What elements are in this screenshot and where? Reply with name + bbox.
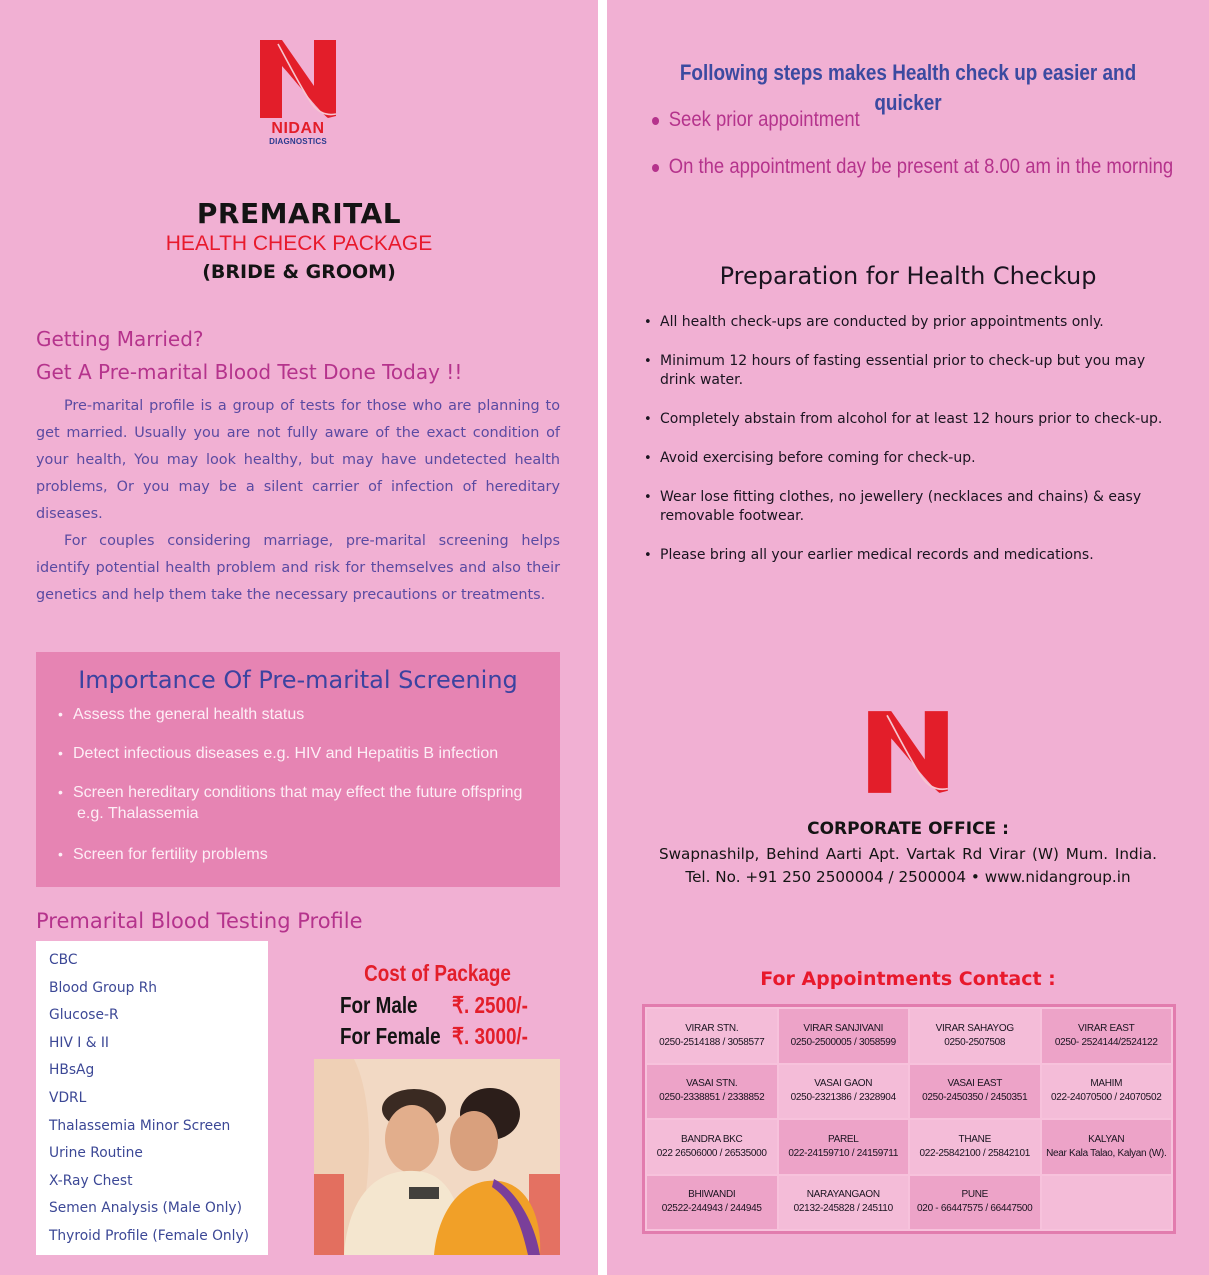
test-item: Glucose-R	[49, 1007, 119, 1024]
importance-item	[58, 704, 548, 725]
branch-cell	[1042, 1065, 1172, 1119]
nidan-logo	[256, 38, 340, 147]
branch-cell	[910, 1120, 1040, 1174]
importance-item-text: Assess the general health status	[73, 706, 305, 723]
left-panel	[0, 0, 598, 1275]
profile-title: Premarital Blood Testing Profile	[36, 909, 363, 933]
importance-item-text: Screen for fertility problems	[73, 846, 268, 863]
cost-label: For Male	[340, 992, 418, 1018]
nidan-logo-bottom	[865, 709, 951, 799]
test-item: VDRL	[49, 1089, 87, 1106]
branch-name: NARAYANGAON	[806, 1189, 880, 1201]
branch-cell	[910, 1176, 1040, 1230]
brand-name: NIDAN	[271, 120, 325, 137]
branch-name: BANDRA BKC	[681, 1133, 743, 1145]
branch-cell	[779, 1120, 909, 1174]
branch-cell	[910, 1065, 1040, 1119]
nidan-n-logo-icon	[258, 38, 338, 120]
couple-photo	[314, 1059, 560, 1255]
branch-cell	[779, 1009, 909, 1063]
branch-phone: 022-25842100 / 25842101	[919, 1147, 1030, 1159]
steps-title: Following steps makes Health check up easier and quicker	[679, 60, 1137, 115]
test-item: Thalassemia Minor Screen	[49, 1117, 231, 1134]
branch-phone: 022 26506000 / 26535000	[656, 1147, 767, 1159]
branch-name: VIRAR SAHAYOG	[935, 1022, 1014, 1034]
branch-cell	[647, 1176, 777, 1230]
branch-phone: 020 - 66447575 / 66447500	[917, 1203, 1033, 1215]
branch-phone: 022-24070500 / 24070502	[1051, 1092, 1162, 1104]
test-item: X-Ray Chest	[49, 1172, 133, 1189]
branch-phone: 0250-2450350 / 2450351	[922, 1092, 1028, 1104]
cost-block	[320, 956, 555, 1052]
nidan-n-logo-icon	[865, 709, 951, 795]
cost-label: For Female	[340, 1023, 441, 1049]
couple-photo-illustration	[314, 1059, 560, 1255]
branch-cell	[1042, 1009, 1172, 1063]
test-item: Urine Routine	[49, 1145, 143, 1162]
branch-name: VIRAR STN.	[685, 1022, 739, 1034]
right-panel	[607, 0, 1209, 1275]
importance-item-text: Detect infectious diseases e.g. HIV and Hepatitis B infection	[73, 745, 499, 762]
appointments-title: For Appointments Contact :	[760, 968, 1056, 990]
brand-subtitle: DIAGNOSTICS	[269, 137, 327, 146]
branch-phone: 0250-2321386 / 2328904	[790, 1092, 896, 1104]
importance-item	[58, 743, 548, 764]
cost-row-female	[320, 1021, 555, 1052]
branch-name: VASAI GAON	[814, 1078, 873, 1090]
intro-paragraph: For couples considering marriage, pre-marital screening helps identify potential health problem and risk for themselves and also their genetics and help them take the necessary precautions or treatments.	[36, 533, 560, 603]
preparation-item: • Completely abstain from alcohol for at least 12 hours prior to check-up.	[644, 410, 1184, 429]
branch-cell-empty	[1042, 1176, 1172, 1230]
branch-cell	[647, 1120, 777, 1174]
branch-cell	[779, 1065, 909, 1119]
branch-name: THANE	[958, 1133, 991, 1145]
importance-box	[36, 652, 560, 887]
steps-list	[652, 105, 1209, 199]
branch-cell	[779, 1176, 909, 1230]
test-item: HBsAg	[49, 1062, 95, 1079]
branch-phone: 0250-2507508	[944, 1036, 1006, 1048]
branch-name: VIRAR SANJIVANI	[803, 1022, 884, 1034]
cost-row-male	[320, 990, 555, 1021]
cost-value: ₹. 2500/-	[452, 992, 528, 1018]
branch-cell	[1042, 1120, 1172, 1174]
branch-phone: 0250-2338851 / 2338852	[659, 1092, 765, 1104]
branch-phone: Near Kala Talao, Kalyan (W).	[1046, 1147, 1167, 1159]
step-item: Seek prior appointment	[652, 105, 1173, 135]
branch-name: MAHIM	[1090, 1078, 1123, 1090]
step-item: On the appointment day be present at 8.00 am in the morning	[652, 152, 1173, 182]
branch-contact-table	[642, 1004, 1176, 1234]
cost-title: Cost of Package	[364, 960, 511, 986]
preparation-item: • All health check-ups are conducted by prior appointments only.	[644, 313, 1184, 332]
corporate-address: Swapnashilp, Behind Aarti Apt. Vartak Rd Virar (W) Mum. India.	[658, 845, 1158, 863]
preparation-item: • Wear lose fitting clothes, no jewellery (necklaces and chains) & easy removable footwear.	[644, 488, 1184, 526]
preparation-item: • Avoid exercising before coming for check-up.	[644, 449, 1184, 468]
importance-item-subtext: e.g. Thalassemia	[77, 805, 199, 822]
importance-list	[58, 704, 548, 883]
test-list	[49, 947, 268, 1251]
importance-item	[58, 782, 548, 824]
test-item: Blood Group Rh	[49, 979, 158, 996]
branch-name: PUNE	[961, 1189, 989, 1201]
importance-item	[58, 844, 548, 865]
intro-body	[36, 393, 560, 609]
branch-phone: 0250- 2524144/2524122	[1054, 1036, 1158, 1048]
preparation-title: Preparation for Health Checkup	[719, 262, 1097, 290]
test-item: HIV I & II	[49, 1034, 110, 1051]
branch-phone: 02522-244943 / 244945	[661, 1203, 762, 1215]
test-item: CBC	[49, 952, 78, 968]
importance-title: Importance Of Pre-marital Screening	[78, 666, 518, 694]
preparation-item: • Minimum 12 hours of fasting essential prior to check-up but you may drink water.	[644, 352, 1184, 390]
branch-cell	[647, 1009, 777, 1063]
branch-phone: 0250-2514188 / 3058577	[659, 1036, 765, 1048]
corporate-contact: Tel. No. +91 250 2500004 / 2500004 • www.nidangroup.in	[685, 868, 1131, 886]
importance-item-text: Screen hereditary conditions that may effect the future offspring	[73, 784, 523, 801]
branch-phone: 022-24159710 / 24159711	[788, 1147, 899, 1159]
preparation-item: • Please bring all your earlier medical records and medications.	[644, 546, 1184, 565]
package-title-block	[0, 196, 598, 287]
branch-name: PAREL	[827, 1133, 859, 1145]
branch-name: VASAI EAST	[947, 1078, 1003, 1090]
corporate-office-title: CORPORATE OFFICE :	[807, 819, 1009, 839]
branch-cell	[647, 1065, 777, 1119]
branch-phone: 02132-245828 / 245110	[793, 1203, 893, 1215]
page-subtitle: HEALTH CHECK PACKAGE	[165, 232, 433, 255]
preparation-list	[644, 313, 1184, 585]
branch-cell	[910, 1009, 1040, 1063]
test-item: Semen Analysis (Male Only)	[49, 1200, 242, 1217]
intro-paragraph: Pre-marital profile is a group of tests for those who are planning to get married. Usually you are not fully aware of the exact condition of your health, You may look healthy, but may have undetected health problems, Or you may be a silent carrier of infection of hereditary diseases.	[36, 398, 560, 522]
test-item: Thyroid Profile (Female Only)	[49, 1227, 250, 1244]
intro-heading-1: Getting Married?	[36, 327, 204, 351]
cost-value: ₹. 3000/-	[452, 1023, 528, 1049]
branch-name: VIRAR EAST	[1078, 1022, 1135, 1034]
branch-phone: 0250-2500005 / 3058599	[790, 1036, 896, 1048]
page-title: PREMARITAL	[196, 197, 402, 230]
branch-name: KALYAN	[1088, 1133, 1125, 1145]
intro-heading-2: Get A Pre-marital Blood Test Done Today !!	[36, 360, 463, 384]
test-profile-box	[36, 941, 268, 1255]
branch-name: VASAI STN.	[686, 1078, 738, 1090]
branch-name: BHIWANDI	[688, 1189, 736, 1201]
audience-label: (BRIDE & GROOM)	[202, 261, 396, 283]
